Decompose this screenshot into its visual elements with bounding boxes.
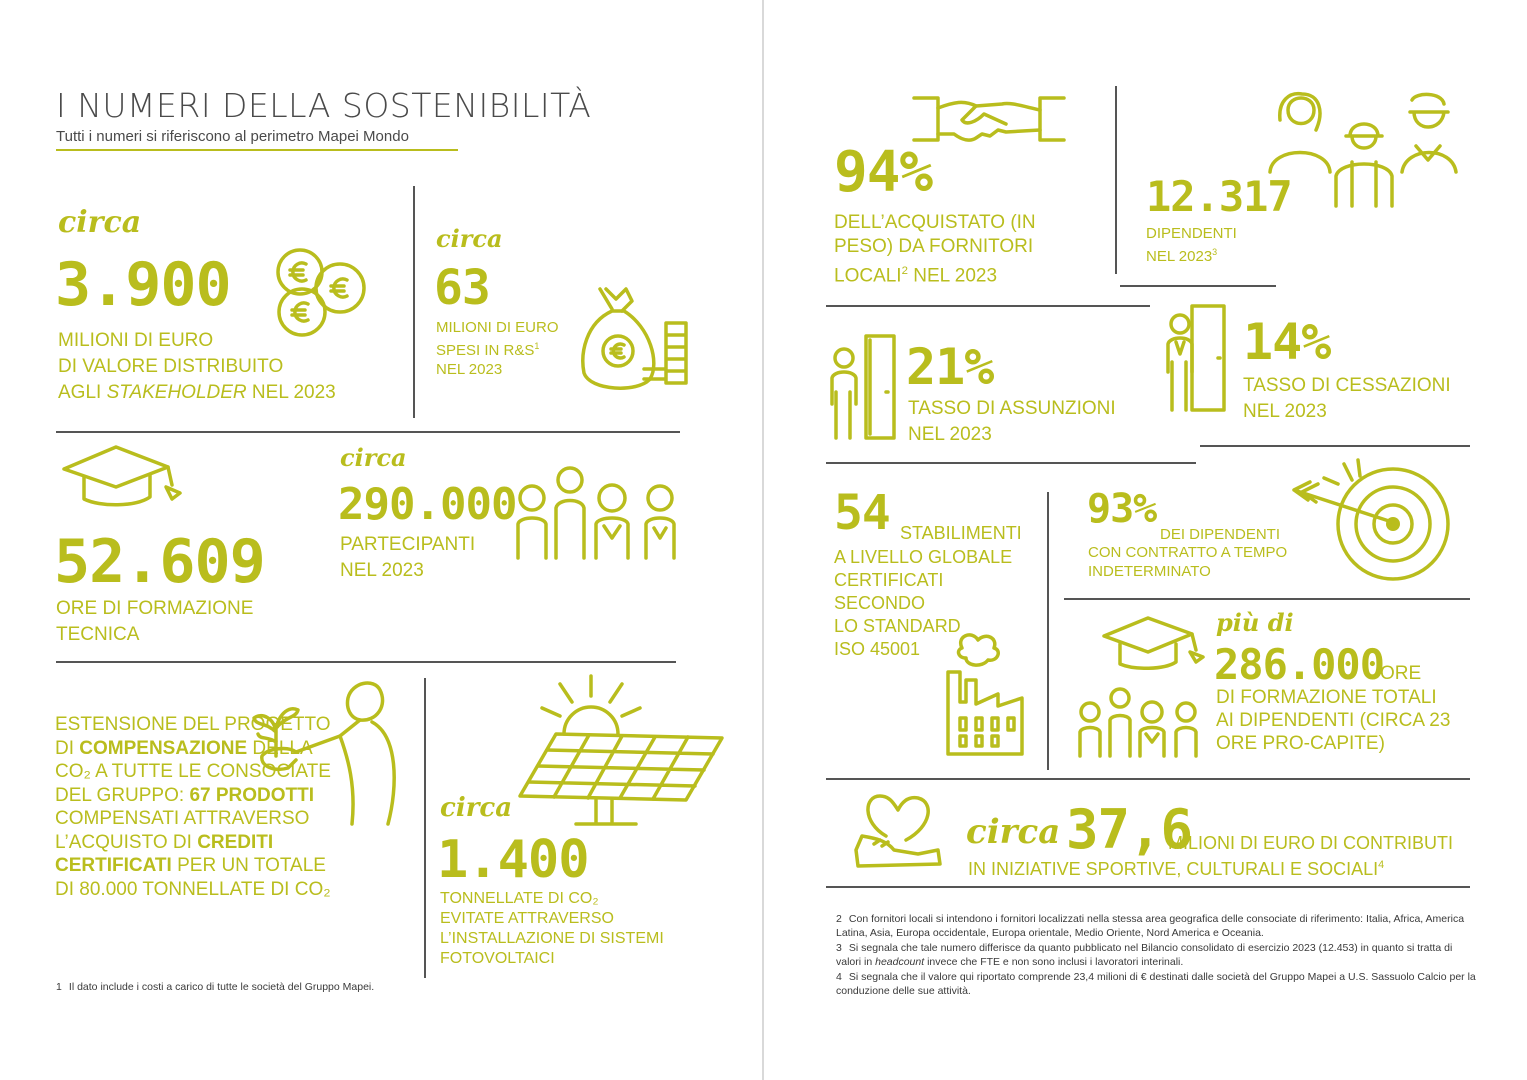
circa-label: circa [340,443,407,472]
circa-label: circa [440,793,513,823]
handshake-icon [910,88,1068,148]
subtitle-underline [56,149,458,151]
employees-label: DIPENDENTI NEL 2023$^3$ [1146,225,1237,265]
graduation-cap-icon [60,441,190,511]
workers-icon [1266,90,1466,210]
divider-h [1120,285,1276,287]
divider-v [1115,86,1117,274]
divider-v [1047,492,1049,770]
rnd-number: 63 [434,260,490,316]
divider-h [1200,445,1470,447]
contributions-number: 37,6 [1066,798,1193,861]
plants-number: 54 [834,485,890,541]
divider-h [826,778,1470,780]
training-hours-number: 52.609 [54,527,265,597]
employees-number: 12.317 [1146,172,1292,221]
footnote-4: 4 Si segnala che il valore qui riportato comprende 23,4 milioni di € destinati dalle società del Gruppo Mapei a U.S. Sassuolo Calcio per la conduzione delle sue attività. [836,971,1476,997]
training-hours-label: ORE DI FORMAZIONE TECNICA [56,598,254,645]
plants-label-inline: STABILIMENTI [900,523,1022,543]
hiring-label: TASSO DI ASSUNZIONI NEL 2023 [908,398,1116,445]
more-than-label: più di [1216,608,1294,637]
circa-label: circa [58,205,142,240]
value-distributed-label: MILIONI DI EURO DI VALORE DISTRIBUITO AGLI STAKEHOLDER NEL 2023 [58,330,336,403]
value-distributed-number: 3.900 [55,250,231,320]
permanent-number: 93% [1087,486,1157,532]
divider-h [1064,598,1470,600]
participants-number: 290.000 [338,479,517,530]
footnote-1: 1 Il dato include i costi a carico di tutte le società del Gruppo Mapei. [56,981,375,993]
page-subtitle: Tutti i numeri si riferiscono al perimetro Mapei Mondo [56,128,409,145]
local-suppliers-label: DELL’ACQUISTATO (IN PESO) DA FORNITORI LOCALI$^2$ NEL 2023 [834,212,1036,287]
graduation-cap-icon [1100,614,1210,674]
footnote-3: 3 Si segnala che tale numero differisce da quanto pubblicato nel Bilancio consolidato di esercizio 2023 (12.453) in quanto si tratta di valori in headcount invece che FTE e non sono inclusi i lavoratori interinali. [836,942,1453,968]
hiring-number: 21% [906,338,994,396]
rnd-label: MILIONI DI EURO SPESI IN $R\&S^1$ NEL 2023 [436,319,559,378]
total-training-label: DI FORMAZIONE TOTALI AI DIPENDENTI (CIRCA 23 ORE PRO-CAPITE) [1216,687,1451,754]
divider-h [826,305,1150,307]
people-group-icon [1074,686,1208,758]
permanent-label-inline: DEI DIPENDENTI [1160,526,1281,543]
divider-h [56,661,676,663]
plants-label: A LIVELLO GLOBALE CERTIFICATI SECONDO LO STANDARD ISO 45001 [834,547,1013,659]
turnover-number: 14% [1243,313,1331,371]
total-training-number: 286.000 [1214,640,1385,689]
turnover-label: TASSO DI CESSAZIONI NEL 2023 [1243,375,1451,422]
divider-h [826,462,1196,464]
divider-v [424,678,426,978]
participants-label: PARTECIPANTI NEL 2023 [340,534,476,581]
solar-label: TONNELLATE DI CO₂ EVITATE ATTRAVERSO L’INSTALLAZIONE DI SISTEMI FOTOVOLTAICI [440,890,664,967]
person-exiting-door-icon [1160,302,1230,414]
target-icon [1288,458,1453,583]
page-divider [762,0,764,1080]
contributions-label-b: IN INIZIATIVE SPORTIVE, CULTURALI E SOCIALI$^4$ [968,859,1385,879]
total-training-label-inline: ORE [1380,663,1422,684]
permanent-label: CON CONTRATTO A TEMPO INDETERMINATO [1088,544,1288,580]
coins-icon [272,246,372,341]
divider-h [826,886,1470,888]
compensation-text: ESTENSIONE DEL PROGETTO DI COMPENSAZIONE DELLA CO₂ A TUTTE LE CONSOCIATE DEL GRUPPO: 67 PRODOTTI COMPENSATI ATTRAVERSO L’ACQUISTO DI CREDITI CERTIFICATI PER UN TOTALE DI 80.000 TONNELLATE DI CO₂ [55,714,331,900]
solar-panel-icon [516,730,728,832]
local-suppliers-number: 94% [834,140,933,205]
contributions-label-a: MILIONI DI EURO DI CONTRIBUTI [1168,833,1454,853]
page-title: I NUMERI DELLA SOSTENIBILITÀ [56,86,592,125]
sun-icon [536,672,646,738]
divider-h [56,431,680,433]
heart-sneaker-icon [852,792,944,872]
footnote-2: 2 Con fornitori locali si intendono i fornitori localizzati nella stessa area geografica delle consociate di riferimento: Italia, Africa, America Latina, Asia, Europa occidentale, Europa orientale, Medio Oriente, Nord America e Oceania. [836,913,1465,939]
solar-number: 1.400 [437,830,589,890]
circa-label: circa [436,224,503,253]
factory-icon [936,632,1028,758]
people-group-icon [512,462,692,562]
circa-label: circa [966,812,1061,852]
person-entering-door-icon [826,332,898,442]
divider-v [413,186,415,418]
money-bag-icon [578,283,693,398]
